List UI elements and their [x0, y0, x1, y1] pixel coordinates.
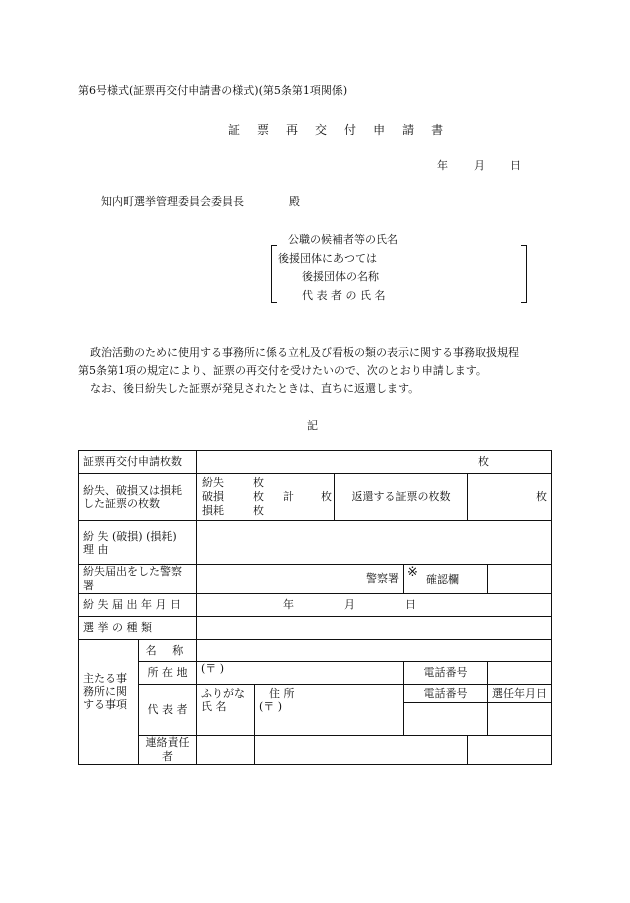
reason-label: 紛 失 (破損) (損耗) 理 由 — [79, 521, 197, 565]
document-title: 証 票 再 交 付 申 請 書 — [228, 123, 450, 137]
election-type-label: 選 挙 の 種 類 — [79, 617, 197, 640]
row-reason — [79, 521, 552, 565]
row-office-name — [79, 640, 552, 662]
body-line-2: 第5条第1項の規定により、証票の再交付を受けたいので、次のとおり申請します。 — [78, 364, 487, 377]
report-date-label: 紛 失 届 出 年 月 日 — [79, 594, 197, 617]
representative-name-label: 代 表 者 の 氏 名 — [302, 289, 386, 302]
election-type-field[interactable] — [197, 617, 552, 640]
bracket-right — [521, 245, 527, 303]
contact-field-3[interactable] — [468, 736, 552, 765]
date-year: 年 — [437, 159, 448, 172]
loss-count-label: 紛失、破損又は損耗 した証票の枚数 — [79, 474, 197, 521]
contact-field-1[interactable] — [197, 736, 255, 765]
office-phone-field[interactable] — [488, 662, 552, 685]
office-location-label: 所 在 地 — [139, 662, 197, 685]
confirm-label: ※ 確認欄 — [404, 565, 488, 594]
row-report-date — [79, 594, 552, 617]
form-number: 第6号様式(証票再交付申請書の様式)(第5条第1項関係) — [78, 84, 348, 97]
row-office-location — [79, 662, 552, 685]
report-date-field[interactable]: 年 月 日 — [197, 594, 552, 617]
application-table — [78, 450, 552, 765]
row-contact — [79, 736, 552, 765]
group-name-label: 後援団体の名称 — [302, 270, 379, 283]
office-name-label: 名 称 — [139, 640, 197, 662]
contact-field-2[interactable] — [255, 736, 468, 765]
reason-field[interactable] — [197, 521, 552, 565]
row-reissue-count — [79, 451, 552, 474]
office-location-field[interactable]: (〒 ) — [197, 662, 404, 685]
row-election-type — [79, 617, 552, 640]
row-police — [79, 565, 552, 594]
group-case-label: 後援団体にあつては — [278, 252, 377, 265]
confirm-field[interactable] — [488, 565, 552, 594]
body-line-1: 政治活動のために使用する事務所に係る立札及び看板の類の表示に関する事務取扱規程 — [90, 346, 519, 359]
candidate-name-label: 公職の候補者等の氏名 — [288, 233, 398, 246]
loss-count-field[interactable]: 紛失 枚 破損 枚 計 枚 損耗 枚 — [197, 474, 335, 521]
row-lost-damaged — [79, 474, 552, 521]
contact-label: 連絡責任者 — [139, 736, 197, 765]
representative-label: 代 表 者 — [139, 685, 197, 736]
police-field[interactable]: 警察署 — [197, 565, 404, 594]
representative-furigana-name[interactable]: ふりがな 氏 名 — [197, 685, 255, 736]
representative-phone-field[interactable] — [404, 703, 488, 736]
body-line-3: なお、後日紛失した証票が発見されたときは、直ちに返還します。 — [90, 382, 420, 395]
sheet-unit: 枚 — [478, 455, 489, 468]
addressee-honorific: 殿 — [289, 195, 300, 208]
row-representative-head — [79, 685, 552, 703]
return-count-field[interactable]: 枚 — [468, 474, 552, 521]
bracket-left — [271, 245, 277, 303]
appointed-date-field[interactable] — [488, 703, 552, 736]
representative-phone-label: 電話番号 — [404, 685, 488, 703]
office-name-field[interactable] — [197, 640, 552, 662]
return-count-label: 返還する証票の枚数 — [335, 474, 468, 521]
office-section-label: 主たる事 務所に関 する事項 — [79, 640, 139, 765]
addressee-name: 知内町選挙管理委員会委員長 — [101, 195, 244, 208]
ki-heading: 記 — [307, 419, 318, 432]
appointed-date-label: 選任年月日 — [488, 685, 552, 703]
police-label: 紛失届出をした警察署 — [79, 565, 197, 594]
date-day: 日 — [510, 159, 521, 172]
office-phone-label: 電話番号 — [404, 662, 488, 685]
reissue-count-label: 証票再交付申請枚数 — [79, 451, 197, 474]
reissue-count-field[interactable] — [197, 451, 552, 474]
date-month: 月 — [474, 159, 485, 172]
representative-address-field[interactable]: 住 所 (〒 ) — [255, 685, 404, 736]
